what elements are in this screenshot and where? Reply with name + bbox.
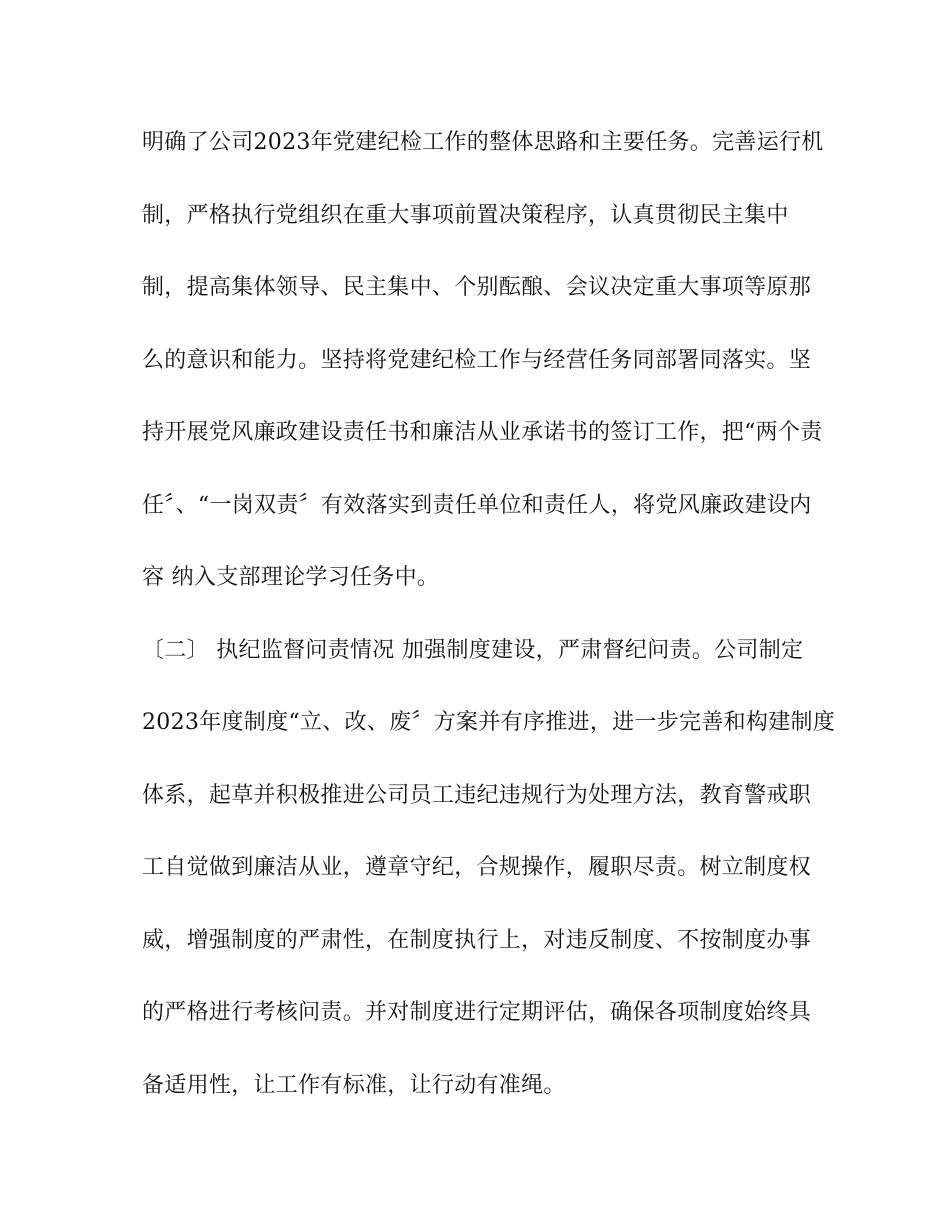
- paragraph-line-1: 明确了公司2023年党建纪检工作的整体思路和主要任务。完善运行机: [142, 130, 824, 155]
- paragraph-line-6: 任〞、“一岗双责〞有效落实到责任单位和责任人，将党风廉政建设内: [142, 493, 812, 518]
- paragraph-line-13: 的严格进行考核问责。并对制度进行定期评估，确保各项制度始终具: [142, 1000, 812, 1025]
- paragraph-line-7: 容 纳入支部理论学习任务中。: [142, 565, 440, 590]
- paragraph-line-4: 么的意识和能力。坚持将党建纪检工作与经营任务同部署同落实。坚: [142, 348, 812, 373]
- paragraph-line-5: 持开展党风廉政建设责任书和廉洁从业承诺书的签订工作，把“两个责: [142, 420, 823, 445]
- paragraph-line-9: 2023年度制度“立、改、废〞方案并有序推进，进一步完善和构建制度: [142, 710, 836, 735]
- section-heading-line: 〔二〕 执纪监督问责情况 加强制度建设，严肃督纪问责。公司制定: [142, 638, 804, 663]
- paragraph-line-14: 备适用性，让工作有标准，让行动有准绳。: [142, 1073, 566, 1098]
- paragraph-line-11: 工自觉做到廉洁从业，遵章守纪，合规操作，履职尽责。树立制度权: [142, 855, 812, 880]
- paragraph-line-3: 制，提高集体领导、民主集中、个别酝酿、会议决定重大事项等原那: [142, 275, 812, 300]
- paragraph-line-2: 制，严格执行党组织在重大事项前置决策程序，认真贯彻民主集中: [142, 203, 789, 228]
- paragraph-line-12: 威，增强制度的严肃性，在制度执行上，对违反制度、不按制度办事: [142, 928, 812, 953]
- paragraph-line-10: 体系，起草并积极推进公司员工违纪违规行为处理方法，教育警戒职: [142, 783, 812, 808]
